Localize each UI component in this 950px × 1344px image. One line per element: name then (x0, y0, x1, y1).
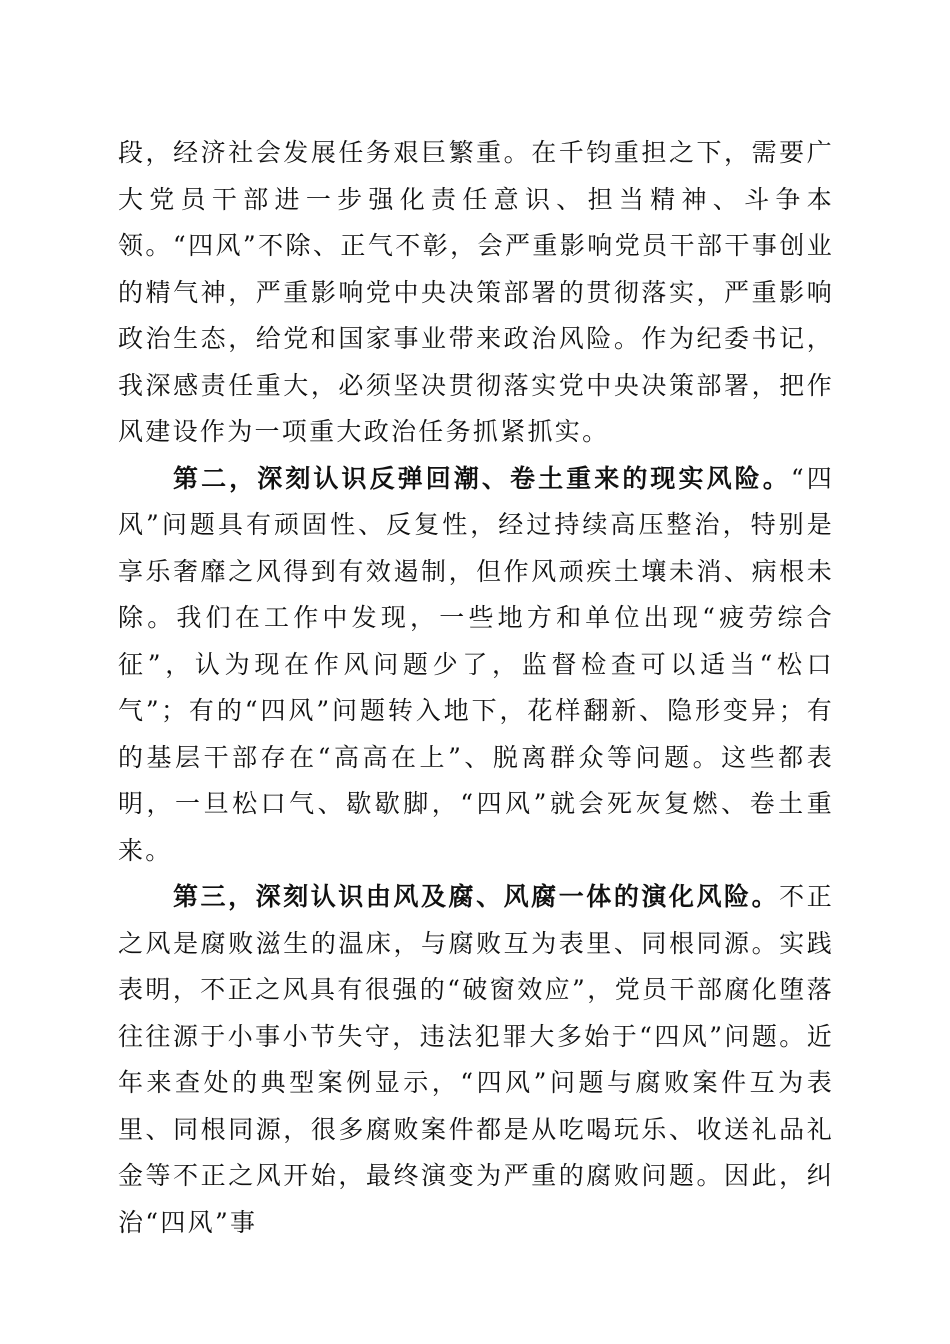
paragraph-heading: 第二，深刻认识反弹回潮、卷土重来的现实风险。 (173, 463, 791, 493)
paragraph-text: “四风”问题具有顽固性、反复性，经过持续高压整治，特别是享乐奢靡之风得到有效遏制，但作风顽疾土壤未消、病根未除。我们在工作中发现，一些地方和单位出现“疲劳综合征”，认为现在作风问题少了，监督检查可以适当“松口气”；有的“四风”问题转入地下，花样翻新、隐形变异；有的基层干部存在“高高在上”、脱离群众等问题。这些都表明，一旦松口气、歇歇脚，“四风”就会死灰复燃、卷土重来。 (118, 463, 834, 865)
paragraph-second-point (118, 456, 834, 875)
paragraph-continuation (118, 130, 834, 456)
paragraph-third-point (118, 874, 834, 1246)
paragraph-text: 段，经济社会发展任务艰巨繁重。在千钧重担之下，需要广大党员干部进一步强化责任意识、担当精神、斗争本领。“四风”不除、正气不彰，会严重影响党员干部干事创业的精气神，严重影响党中央决策部署的贯彻落实，严重影响政治生态，给党和国家事业带来政治风险。作为纪委书记，我深感责任重大，必须坚决贯彻落实党中央决策部署，把作风建设作为一项重大政治任务抓紧抓实。 (118, 138, 834, 446)
paragraph-heading: 第三，深刻认识由风及腐、风腐一体的演化风险。 (173, 882, 780, 911)
paragraph-text: 不正之风是腐败滋生的温床，与腐败互为表里、同根同源。实践表明，不正之风具有很强的“破窗效应”，党员干部腐化堕落往往源于小事小节失守，违法犯罪大多始于“四风”问题。近年来查处的典型案例显示，“四风”问题与腐败案件互为表里、同根同源，很多腐败案件都是从吃喝玩乐、收送礼品礼金等不正之风开始，最终演变为严重的腐败问题。因此，纠治“四风”事 (118, 882, 834, 1237)
document-page (118, 130, 834, 1246)
